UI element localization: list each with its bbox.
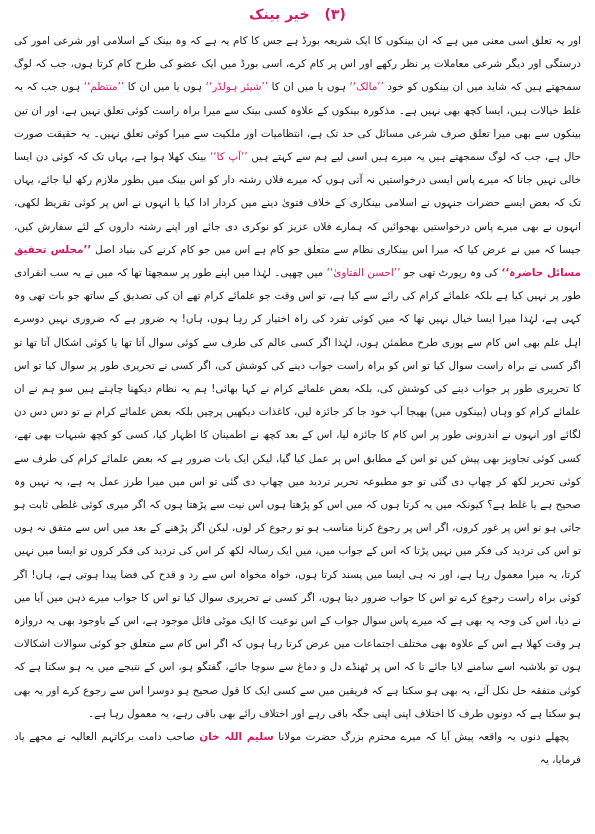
highlighted-term: ’’منتظم‘‘	[83, 81, 125, 94]
section-heading	[14, 6, 581, 24]
text-segment: اور یہ تعلق اسی معنی میں ہے کہ ان بینکوں کا ایک شریعہ بورڈ ہے جس کا کام یہ ہے کہ وہ بینک کے اسلامی اور شرعی امور کی درستگی اور دیگر شرعی معاملات پر نظر رکھے اور اس پر کام کرے، اسی بورڈ میں ایک عضو کی طرح کام کرتا ہوں، جب کہ لوگ سمجھتے ہیں کہ شاید میں ان بینکوں کو خود	[14, 35, 581, 94]
text-segment: پچھلے دنوں یہ واقعہ پیش آیا کہ میرے محترم بزرگ حضرت مولانا	[273, 731, 569, 744]
text-segment: ہوں یا میں ان کا	[268, 81, 350, 94]
text-segment: ہوں یا میں ان کا	[124, 81, 206, 94]
text-segment: میں چھپی۔ لہٰذا میں اپنے طور پر سمجھتا تھا کہ میں نے یہ سب انفرادی طور پر نہیں کیا ہے بلکہ علمائے کرام کی رائے سے کیا ہے، تو اس وقت جو علمائے کرام تھے ان کی تصدیق کے ساتھ جو بات تھی وہ کہی ہے، لہٰذا میرا ایسا خیال نہیں تھا کہ میں کوئی تفرد کی راہ اختیار کر رہا ہوں، ہاں! یہ ضرور ہے کہ ضروری نہیں دوسرے اہل علم بھی اس کام سے پوری طرح مطمئن ہوں، لہٰذا اگر کسی عالم کی طرف سے کوئی سوال آتا تھا یا کوئی اشکال آتا تھا تو اگر کسی نے براہ راست سوال کیا تو اس کو براہ راست جواب دینے کی کوشش کی، اگر کسی نے تحریری طور پر سوال کیا تو اس کا تحریری طور پر جواب دینے کی کوشش کی، بلکہ بعض علمائے کرام نے کہا بھائی! ہم یہ نظام دیکھنا چاہتے ہیں سو ہم نے ان علمائے کرام کو وہاں (بینکوں میں) بھیجا آپ خود جا کر جائزہ لیں، کاغذات دیکھیں پرچیں بلکہ بعض علمائے کرام نے تو دس دس دن لگائے اور انہوں نے اندرونی طور پر اس کام کا جائزہ لیا، اس کے بعد کچھ نے اطمینان کا اظہار کیا، کسی کو کچھ شبہات بھی تھے، کسی کوئی تجاویز بھی پیش کیں تو اس کے مطابق اس پر عمل کیا گیا، لیکن ایک بات ضرور ہے کہ بعض علمائے کرام کی طرف سے کوئی تحریر لکھ کر چھاپ دی گئی تو جو مطبوعہ تحریر تردید میں چھاپ دی گئی تو اس میں میرا طرز عمل یہ ہے، یہ نہیں وہ صحیح ہے یا غلط ہے؟ کیونکہ میں یہ کرتا ہوں کہ میں اس کو پڑھتا ہوں اس نیت سے پڑھتا ہوں کہ اگر میری کوئی غلطی ثابت ہو جاتی ہو تو اس پر غور کروں، اگر اس پر رجوع کرنا مناسب ہو تو رجوع کر لوں، لیکن اگر پڑھنے کے بعد میں اس سے متفق نہ ہوں تو اس کی تردید کی فکر میں نہیں پڑتا کہ اس کے جواب میں، میں ایک رسالہ لکھ کر اس کی تردید کی فکر کروں تو ایسا میں نہیں کرتا، یہ میرا معمول رہا ہے، اور نہ ہی ایسا میں پسند کرتا ہوں، خواہ مخواہ اس سے رد و قدح کی فضا پیدا ہوتی ہے، ہاں! اگر کوئی براہ راست رجوع کرے تو اس کا جواب ضرور دیتا ہوں، اگر کسی نے تحریری سوال کیا تو اس کا جواب میرے ذہن میں آیا میں نے دیا، اس کی وجہ یہ بھی ہے کہ میرے پاس سوال جواب کے اس نوعیت کا ایک موٹی فائل موجود ہے، اس کے باوجود بھی یہ دروازہ ہر وقت کھلا ہے اس کے علاوہ بھی مختلف اجتماعات میں عرض کرتا رہا ہوں کہ اگر اس کام سے متعلق جو کوئی سوالات اشکالات ہوں تو بلاشبہ اسے سامنے لایا جائے تا کہ اس پر ٹھنڈے دل و دماغ سے سوچا جائے، گفتگو ہو، اس کے نتیجے میں یہ ہو سکتا ہے کہ کوئی متفقہ حل نکل آئے، یہ بھی ہو سکتا ہے کہ فریقین میں سے کسی ایک کا قول صحیح ہو دوسرا اس سے رجوع کرے اور یہ بھی ہو سکتا ہے کہ دونوں طرف کا اختلاف اپنی اپنی جگہ باقی رہے اور اختلاف رائے بھی باقی رہے، یہ معمول رہا ہے۔	[14, 267, 581, 720]
highlighted-term: ’’آپ کا‘‘	[209, 151, 248, 164]
highlighted-term: سلیم اللہ خان	[199, 731, 274, 744]
highlighted-term: ’’مجلس تحقیق مسائل حاضرہ‘‘	[14, 243, 581, 280]
paragraph	[14, 726, 581, 772]
text-segment: ہوں جب کہ یہ غلط خیالات ہیں، ایسا کچھ بھی نہیں ہے۔ مذکورہ بینکوں کے علاوہ کسی بینک سے میرا براہ راست کوئی تعلق نہیں ہے، اور ان تین بینکوں سے بھی میرا تعلق صرف شرعی مسائل کی حد تک ہے، انتظامیات اور ملکیت سے میرا کوئی تعلق نہیں۔ یہ حقیقت صورت حال ہے، جب کہ لوگ سمجھتے ہیں یہ میرے ہیں اسی لیے ہم سے کہتے ہیں	[14, 81, 582, 164]
highlighted-term: ’’مالک‘‘	[349, 81, 384, 94]
text-segment: بینک کھلا ہوا ہے، یہاں تک کہ کوئی دن ایسا خالی نہیں جاتا کہ میرے پاس ایسی درخواستیں نہ آتی ہوں کہ میرے فلاں رشتہ دار کو اس بینک میں بطور ملازم رکھ لیا جائے، یہاں تک کہ بعض ایسے حضرات جنہوں نے اسلامی بینکاری کے خلاف فتویٰ دینے میں کردار ادا کیا یا انہوں نے اس پر کوئی تقریظ لکھی، انہوں نے بھی میرے پاس درخواستیں بھجوائیں کہ ہمارے فلاں عزیز کو نوکری دی جائے اور اپنے رشتہ داروں کے لئے سفارش کیں، جیسا کہ میں نے عرض کیا کہ میرا اس بینکاری نظام سے متعلق جو کام ہے اس میں جو کام کرنے کی بنیاد اصل	[14, 151, 582, 256]
section-title: خیر بینک	[249, 7, 310, 23]
section-number: (۳)	[324, 7, 346, 23]
body-text	[14, 30, 581, 773]
text-segment: صاحب دامت برکاتہم العالیہ نے مجھے یاد فرمایا، یہ	[14, 731, 581, 767]
highlighted-term: ’’شیئر ہولڈر‘‘	[205, 81, 269, 94]
highlighted-term: ’’احسن الفتاویٰ‘‘	[326, 267, 401, 280]
text-segment: کی وہ رپورٹ تھی جو	[400, 267, 502, 280]
paragraph	[14, 30, 581, 726]
